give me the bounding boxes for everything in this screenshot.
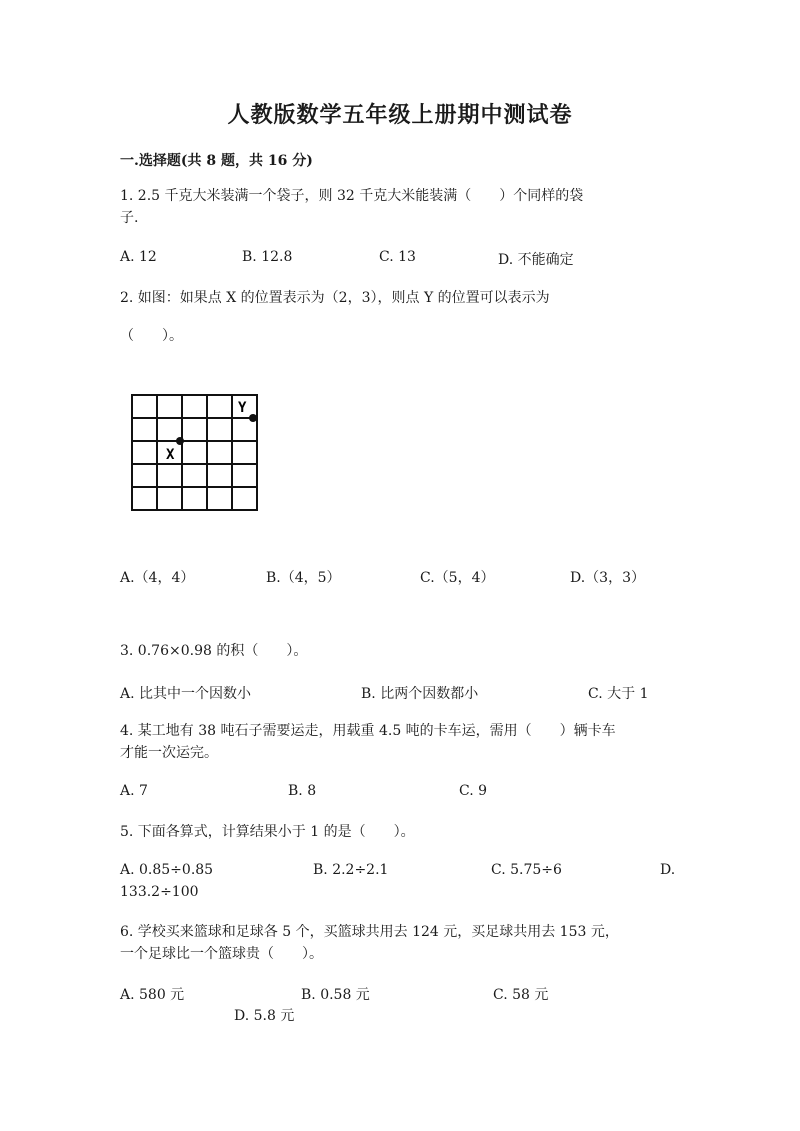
label-x: X	[166, 447, 175, 463]
question-2-option-d: D.（3，3）	[570, 570, 645, 586]
grid-figure	[125, 385, 265, 520]
question-6-line-1: 6. 学校买来篮球和足球各 5 个，买篮球共用去 124 元，买足球共用去 153 元，	[120, 924, 619, 940]
label-y: Y	[238, 400, 247, 416]
question-5-option-d-value: 133.2÷100	[120, 884, 199, 900]
point-x	[176, 437, 184, 445]
question-4-line-2: 才能一次运完。	[120, 745, 218, 761]
point-y	[249, 414, 257, 422]
section-heading: 一.选择题(共 8 题，共 16 分)	[120, 153, 313, 169]
question-3-option-c: C. 大于 1	[588, 686, 649, 702]
question-2-option-b: B.（4，5）	[266, 570, 341, 586]
question-5-option-d: D.	[660, 862, 676, 878]
question-4-option-b: B. 8	[288, 783, 317, 799]
question-4-option-a: A. 7	[120, 783, 148, 799]
question-2-line-1: 2. 如图：如果点 X 的位置表示为（2，3），则点 Y 的位置可以表示为	[120, 290, 550, 306]
question-1-option-b: B. 12.8	[242, 249, 293, 265]
question-5-option-a: A. 0.85÷0.85	[120, 862, 214, 878]
question-6-option-b: B. 0.58 元	[301, 987, 370, 1003]
question-6-line-2: 一个足球比一个篮球贵（ ）。	[120, 946, 323, 962]
question-3-line-1: 3. 0.76×0.98 的积（ ）。	[120, 643, 308, 659]
question-4-line-1: 4. 某工地有 38 吨石子需要运走，用载重 4.5 吨的卡车运，需用（ ）辆卡车	[120, 723, 616, 739]
question-1-line-2: 子.	[120, 210, 139, 226]
question-5-option-b: B. 2.2÷2.1	[313, 862, 389, 878]
question-1-option-c: C. 13	[379, 249, 416, 265]
question-2-option-c: C.（5，4）	[420, 570, 495, 586]
question-2-option-a: A.（4，4）	[120, 570, 195, 586]
question-5-line-1: 5. 下面各算式，计算结果小于 1 的是（ ）。	[120, 824, 415, 840]
question-6-option-a: A. 580 元	[120, 987, 185, 1003]
question-2-line-2: （ ）。	[120, 328, 183, 344]
question-1-option-a: A. 12	[120, 249, 157, 265]
question-4-option-c: C. 9	[459, 783, 488, 799]
question-1-line-1: 1. 2.5 千克大米装满一个袋子，则 32 千克大米能装满（ ）个同样的袋	[120, 188, 584, 204]
page-title: 人教版数学五年级上册期中测试卷	[227, 102, 573, 128]
question-6-option-d: D. 5.8 元	[234, 1008, 295, 1024]
question-3-option-a: A. 比其中一个因数小	[120, 686, 252, 702]
question-6-option-c: C. 58 元	[493, 987, 549, 1003]
question-1-option-d: D. 不能确定	[498, 252, 574, 268]
question-3-option-b: B. 比两个因数都小	[361, 686, 479, 702]
question-5-option-c: C. 5.75÷6	[491, 862, 562, 878]
